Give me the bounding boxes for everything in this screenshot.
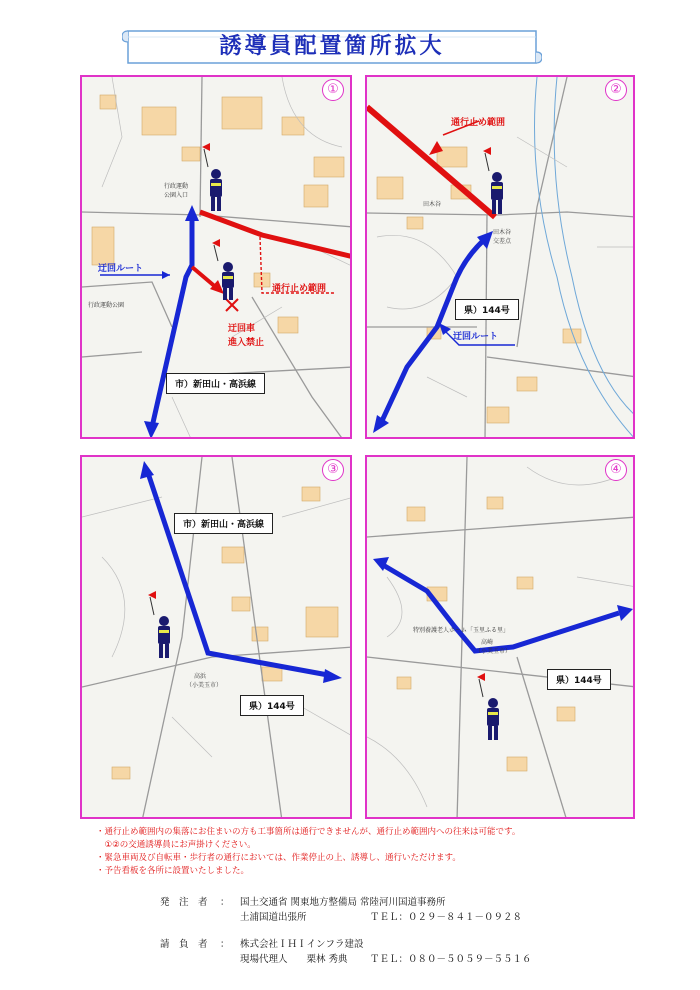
contractor-org-line2: 現場代理人 栗林 秀典 [240,954,348,965]
road-name-box: 市）新田山・高浜線 [166,373,265,394]
contractor-role: 請 負 者 [160,939,208,950]
no-entry-label-line2: 進入禁止 [228,338,265,348]
notes-block [96,826,656,878]
contractor-tel: ＴＥＬ：０８０－５０５９－５５１６ [370,954,532,965]
place-label: 田木谷 [423,201,442,208]
note-line: ・通行止め範囲内の集落にお住まいの方も工事箇所は通行できませんが、通行止め範囲内への往来は可能です。 [96,827,521,837]
place-label: 特別養護老人ホーム「玉里ふる里」 [413,627,510,634]
map-base [367,457,635,819]
place-label: 公園入口 [164,192,189,199]
panel-number: ② [605,79,627,101]
orderer-contact [160,894,580,928]
orderer-role: 発 注 者 [160,897,208,908]
map-base [367,77,635,439]
contractor-contact [160,936,580,970]
orderer-tel: ＴＥＬ：０２９－８４１－０９２８ [370,912,523,923]
panel-number: ④ [605,459,627,481]
detour-route-label: 迂回ルート [98,264,144,274]
title-banner [122,28,542,66]
contractor-org-line1: 株式会社ＩＨＩインフラ建設 [240,939,364,950]
place-label: 交差点 [493,238,512,245]
closure-range-label: 通行止め範囲 [451,118,506,128]
place-label: 行政運動公園 [88,302,125,309]
place-label: 行政運動 [164,183,189,190]
place-label: 高浜 [194,673,207,680]
place-label: （小美玉市） [475,648,512,655]
map-panel-4 [365,455,635,819]
road-name-box: 県）144号 [240,695,304,716]
note-line: ・予告看板を各所に設置いたしました。 [96,866,250,876]
colon: ： [220,939,230,950]
road-name-box: 県）144号 [455,299,519,320]
closure-range-label: 通行止め範囲 [272,284,327,294]
map-base [82,457,352,819]
place-label: （小美玉市） [186,682,223,689]
map-panel-1 [80,75,352,439]
note-line: ・緊急車両及び自転車・歩行者の通行においては、作業停止の上、誘導し、通行いただけます。 [96,853,461,863]
orderer-org-line1: 国土交通省 関東地方整備局 常陸河川国道事務所 [240,897,446,908]
map-panel-3 [80,455,352,819]
road-name-box: 市）新田山・高浜線 [174,513,273,534]
note-line: ①②の交通誘導員にお声掛けください。 [96,840,256,850]
road-name-box: 県）144号 [547,669,611,690]
place-label: 高崎 [481,639,494,646]
colon: ： [220,897,230,908]
no-entry-label-line1: 迂回車 [228,324,256,334]
orderer-org-line2: 土浦国道出張所 [240,912,307,923]
page-title: 誘導員配置箇所拡大 [219,34,445,59]
place-label: 田木谷 [493,229,512,236]
detour-route-label: 迂回ルート [453,332,499,342]
panel-number: ③ [322,459,344,481]
panel-number: ① [322,79,344,101]
map-panel-2 [365,75,635,439]
